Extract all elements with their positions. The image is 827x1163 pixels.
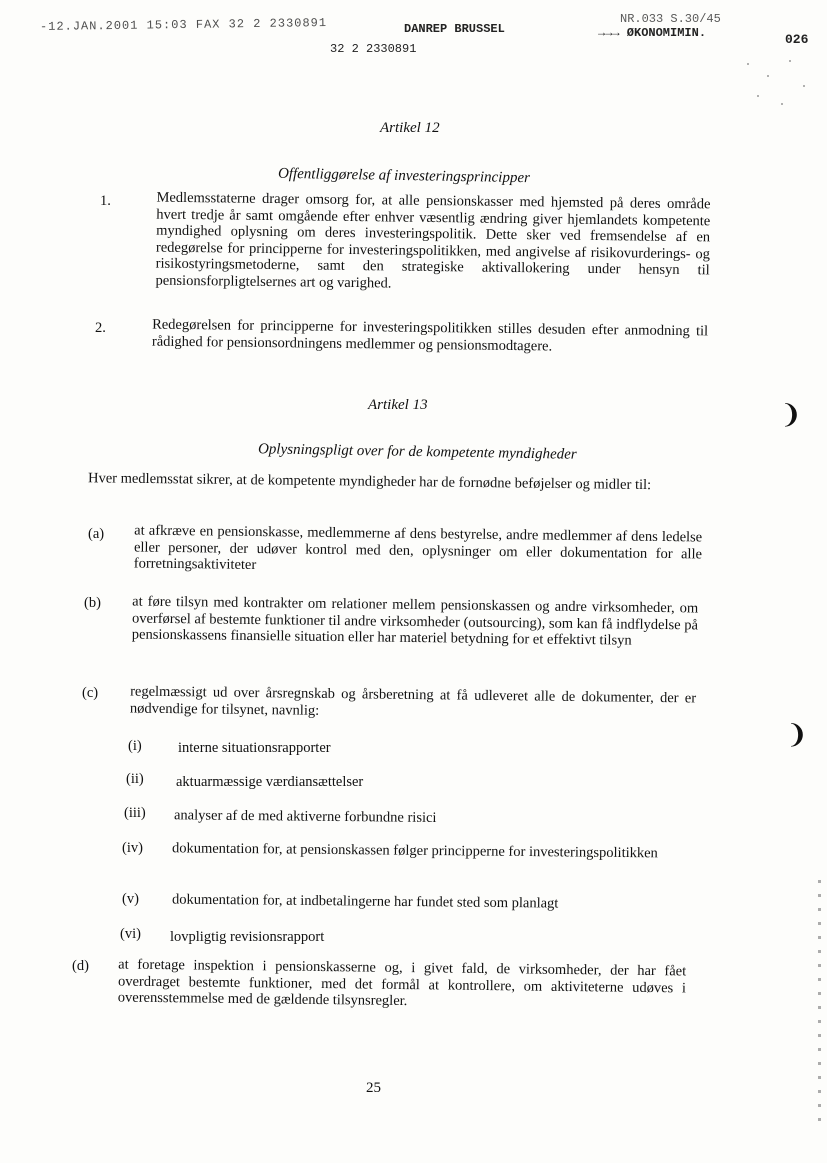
subitem-v-text: dokumentation for, at indbetalingerne har fundet sted som planlagt (171, 891, 559, 912)
subitem-vi-label: (vi) (120, 926, 141, 942)
page-number: 25 (366, 1080, 381, 1096)
scan-noise (737, 55, 817, 115)
hole-punch-mark-upper: ❩ (780, 400, 802, 430)
fax-recipient: →→→ ØKONOMIMIN. (598, 26, 707, 40)
subitem-i-text: interne situationsrapporter (178, 740, 331, 756)
item-d-text: at foretage inspektion i pensionskasserne og, i givet fald, de virksomheder, der har fået overdraget bestemte funktioner, med det formål at kontrollere, om aktiviteterne udøves i overensstemmelse med de gældende tilsynsregler. (117, 956, 687, 1010)
article-12-item-1-text: Medlemsstaterne drager omsorg for, at alle pensionskasser med hjemsted på deres område hvert tredje år samt omgående efter enhver væsentlig ændring giver hjemlandets kompetente myndighed oplysning om deres investeringspolitik. Dette sker ved fremsendelse af en redegørelse for principperne for investeringspolitikken, med angivelse af risikovurderings- og risikostyringsmetoderne, samt den strategiske aktivallokering under hensyn til pensionsforpligtelsernes art og varighed. (155, 189, 711, 291)
item-c-label: (c) (82, 685, 99, 701)
fax-transmission-line: -12.JAN.2001 15:03 FAX 32 2 2330891 (39, 15, 328, 35)
article-13-heading: Artikel 13 (368, 397, 428, 413)
article-12-subheading: Offentliggørelse af investeringsprincipper (277, 165, 531, 187)
item-c-text: regelmæssigt ud over årsregnskab og årsberetning at få udleveret alle de dokumenter, der er nødvendige for tilsynet, navnlig: (129, 683, 697, 719)
article-12-item-1-number: 1. (100, 193, 111, 209)
article-12-heading: Artikel 12 (380, 120, 440, 136)
subitem-i-label: (i) (128, 738, 142, 754)
article-12-item-2-text: Redegørelsen for principperne for investeringspolitikken stilles desuden efter anmodning til rådighed for pensionsordningens medlemmer og pensionsmodtagere. (151, 316, 709, 354)
fax-job-info: NR.033 S.30/45 (620, 12, 721, 26)
article-13-subheading: Oplysningspligt over for de kompetente myndigheder (257, 441, 577, 463)
subitem-iv-text: dokumentation for, at pensionskassen følger principperne for investeringspolitikken (171, 840, 658, 862)
hole-punch-mark-lower: ❩ (786, 720, 808, 750)
fax-header (0, 8, 827, 58)
fax-sender: DANREP BRUSSEL (404, 22, 505, 36)
item-b-label: (b) (84, 595, 101, 611)
item-b-text: at føre tilsyn med kontrakter om relationer mellem pensionskassen og andre virksomheder, om overførsel af bestemte funktioner til andre virksomheder (outsourcing), som kan få indflydelse på pensionskassens finansielle situation eller har materiel betydning for et effektivt tilsyn (131, 593, 699, 649)
item-a-label: (a) (88, 526, 105, 542)
subitem-iii-label: (iii) (124, 805, 146, 821)
item-a-text: at afkræve en pensionskasse, medlemmerne af dens bestyrelse, andre medlemmer af dens ledelse eller personer, der udøver kontrol med den, oplysninger om eller dokumentation for alle forretningsaktiviteter (133, 522, 703, 574)
item-d-label: (d) (72, 958, 89, 974)
fax-page-number: 026 (785, 32, 809, 47)
subitem-iii-text: analyser af de med aktiverne forbundne risici (173, 807, 437, 827)
subitem-vi-text: lovpligtig revisionsrapport (170, 929, 325, 945)
article-12-item-2-number: 2. (95, 320, 106, 336)
fax-number: 32 2 2330891 (330, 42, 417, 56)
subitem-ii-text: aktuarmæssige værdiansættelser (176, 774, 364, 790)
subitem-v-label: (v) (122, 891, 139, 907)
scan-edge-artifact (818, 880, 821, 1130)
subitem-iv-label: (iv) (122, 840, 143, 856)
subitem-ii-label: (ii) (126, 771, 144, 787)
article-13-intro: Hver medlemsstat sikrer, at de kompetente myndigheder har de fornødne beføjelser og midler til: (87, 470, 652, 494)
